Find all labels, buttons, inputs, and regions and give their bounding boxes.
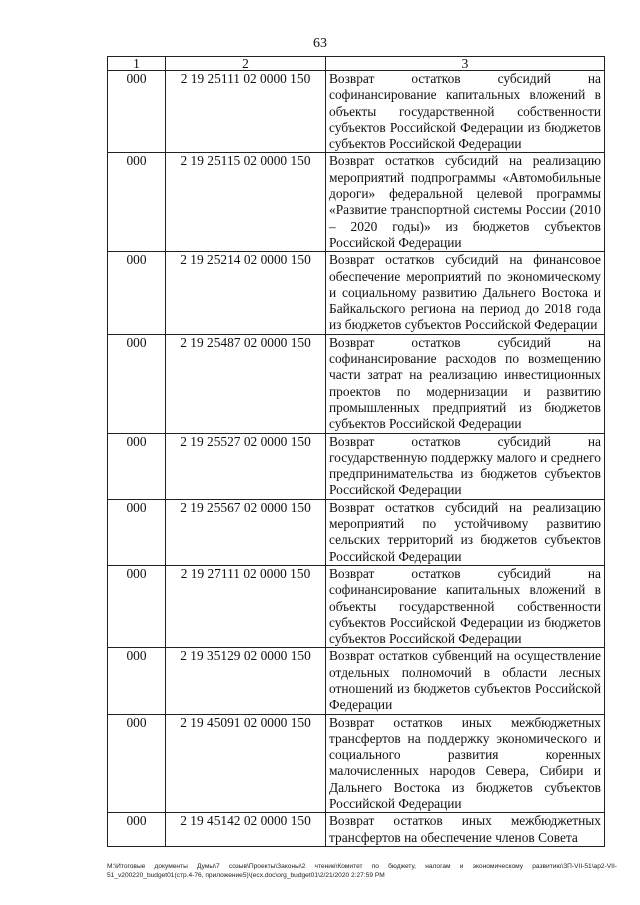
admin-code-cell: 000 bbox=[108, 648, 166, 714]
table-header-row bbox=[108, 57, 605, 71]
table-body bbox=[108, 71, 605, 847]
budget-code-cell: 2 19 25214 02 0000 150 bbox=[166, 252, 326, 334]
admin-code-cell: 000 bbox=[108, 714, 166, 813]
header-col-2: 2 bbox=[166, 57, 326, 71]
table-row bbox=[108, 648, 605, 714]
admin-code-cell: 000 bbox=[108, 499, 166, 565]
description-text: Возврат остатков субсидий на государственную поддержку малого и среднего предпринимательства из бюджетов субъектов Российской Федерации bbox=[329, 433, 601, 498]
description-cell bbox=[326, 71, 605, 153]
table-row bbox=[108, 813, 605, 847]
table-row bbox=[108, 565, 605, 647]
table-row bbox=[108, 499, 605, 565]
budget-code-cell: 2 19 25111 02 0000 150 bbox=[166, 71, 326, 153]
admin-code-cell: 000 bbox=[108, 153, 166, 252]
budget-code-cell: 2 19 25115 02 0000 150 bbox=[166, 153, 326, 252]
description-cell bbox=[326, 813, 605, 847]
table-row bbox=[108, 252, 605, 334]
description-text: Возврат остатков субсидий на софинансирование капитальных вложений в объекты государственной собственности субъектов Российской Федерации из бюджетов субъектов Российской Федерации bbox=[329, 565, 601, 647]
admin-code-cell: 000 bbox=[108, 334, 166, 433]
table-row bbox=[108, 433, 605, 499]
header-col-1: 1 bbox=[108, 57, 166, 71]
admin-code-cell: 000 bbox=[108, 433, 166, 499]
admin-code-cell: 000 bbox=[108, 565, 166, 647]
table-header bbox=[108, 57, 605, 71]
description-cell bbox=[326, 252, 605, 334]
description-cell bbox=[326, 153, 605, 252]
description-text: Возврат остатков иных межбюджетных трансфертов на обеспечение членов Совета bbox=[329, 813, 601, 845]
description-cell bbox=[326, 648, 605, 714]
description-text: Возврат остатков субсидий на финансовое обеспечение мероприятий по экономическому и социальному развитию Дальнего Востока и Байкальского региона на период до 2018 года из бюджетов субъектов Российской Федерации bbox=[329, 252, 601, 333]
budget-codes-table bbox=[107, 56, 605, 847]
table-row bbox=[108, 71, 605, 153]
admin-code-cell: 000 bbox=[108, 252, 166, 334]
description-text: Возврат остатков субсидий на реализацию мероприятий по устойчивому развитию сельских территорий из бюджетов субъектов Российской Федерации bbox=[329, 499, 601, 564]
page-number: 63 bbox=[313, 36, 327, 51]
description-cell bbox=[326, 433, 605, 499]
description-cell bbox=[326, 714, 605, 813]
description-cell bbox=[326, 565, 605, 647]
budget-code-cell: 2 19 45091 02 0000 150 bbox=[166, 714, 326, 813]
budget-code-cell: 2 19 45142 02 0000 150 bbox=[166, 813, 326, 847]
budget-code-cell: 2 19 25487 02 0000 150 bbox=[166, 334, 326, 433]
budget-code-cell: 2 19 25527 02 0000 150 bbox=[166, 433, 326, 499]
description-cell bbox=[326, 499, 605, 565]
description-text: Возврат остатков субсидий на софинансирование расходов по возмещению части затрат на реализацию инвестиционных проектов по модернизации и развитию промышленных предприятий из бюджетов субъектов Российской Федерации bbox=[329, 334, 601, 432]
description-text: Возврат остатков субсидий на реализацию мероприятий подпрограммы «Автомобильные дороги» федеральной целевой программы «Развитие транспортной системы России (2010 – 2020 годы)» из бюджетов субъектов Российской Федерации bbox=[329, 153, 601, 250]
table-row bbox=[108, 714, 605, 813]
admin-code-cell: 000 bbox=[108, 71, 166, 153]
budget-code-cell: 2 19 25567 02 0000 150 bbox=[166, 499, 326, 565]
file-path-footer: M:\Итоговые документы Думы\7 созыв\Проекты\Законы\2 чтение\Комитет по бюджету, налогам и экономическому развитию\ЗП-VII-51\ap2-VII-51_v200220_budget01(стр.4-76, приложение5)\(ecx.doc\org_budget01\2/21/2020 2:27:59 PM bbox=[107, 863, 617, 879]
budget-code-cell: 2 19 27111 02 0000 150 bbox=[166, 565, 326, 647]
table-row bbox=[108, 153, 605, 252]
description-cell bbox=[326, 334, 605, 433]
table-row bbox=[108, 334, 605, 433]
header-col-3: 3 bbox=[326, 57, 605, 71]
description-text: Возврат остатков иных межбюджетных трансфертов на поддержку экономического и социального развития коренных малочисленных народов Севера, Сибири и Дальнего Востока из бюджетов субъектов Российской Федерации bbox=[329, 714, 601, 812]
description-text: Возврат остатков субвенций на осуществление отдельных полномочий в области лесных отношений из бюджетов субъектов Российской Федерации bbox=[329, 648, 601, 713]
description-text: Возврат остатков субсидий на софинансирование капитальных вложений в объекты государственной собственности субъектов Российской Федерации из бюджетов субъектов Российской Федерации bbox=[329, 71, 601, 152]
budget-code-cell: 2 19 35129 02 0000 150 bbox=[166, 648, 326, 714]
admin-code-cell: 000 bbox=[108, 813, 166, 847]
